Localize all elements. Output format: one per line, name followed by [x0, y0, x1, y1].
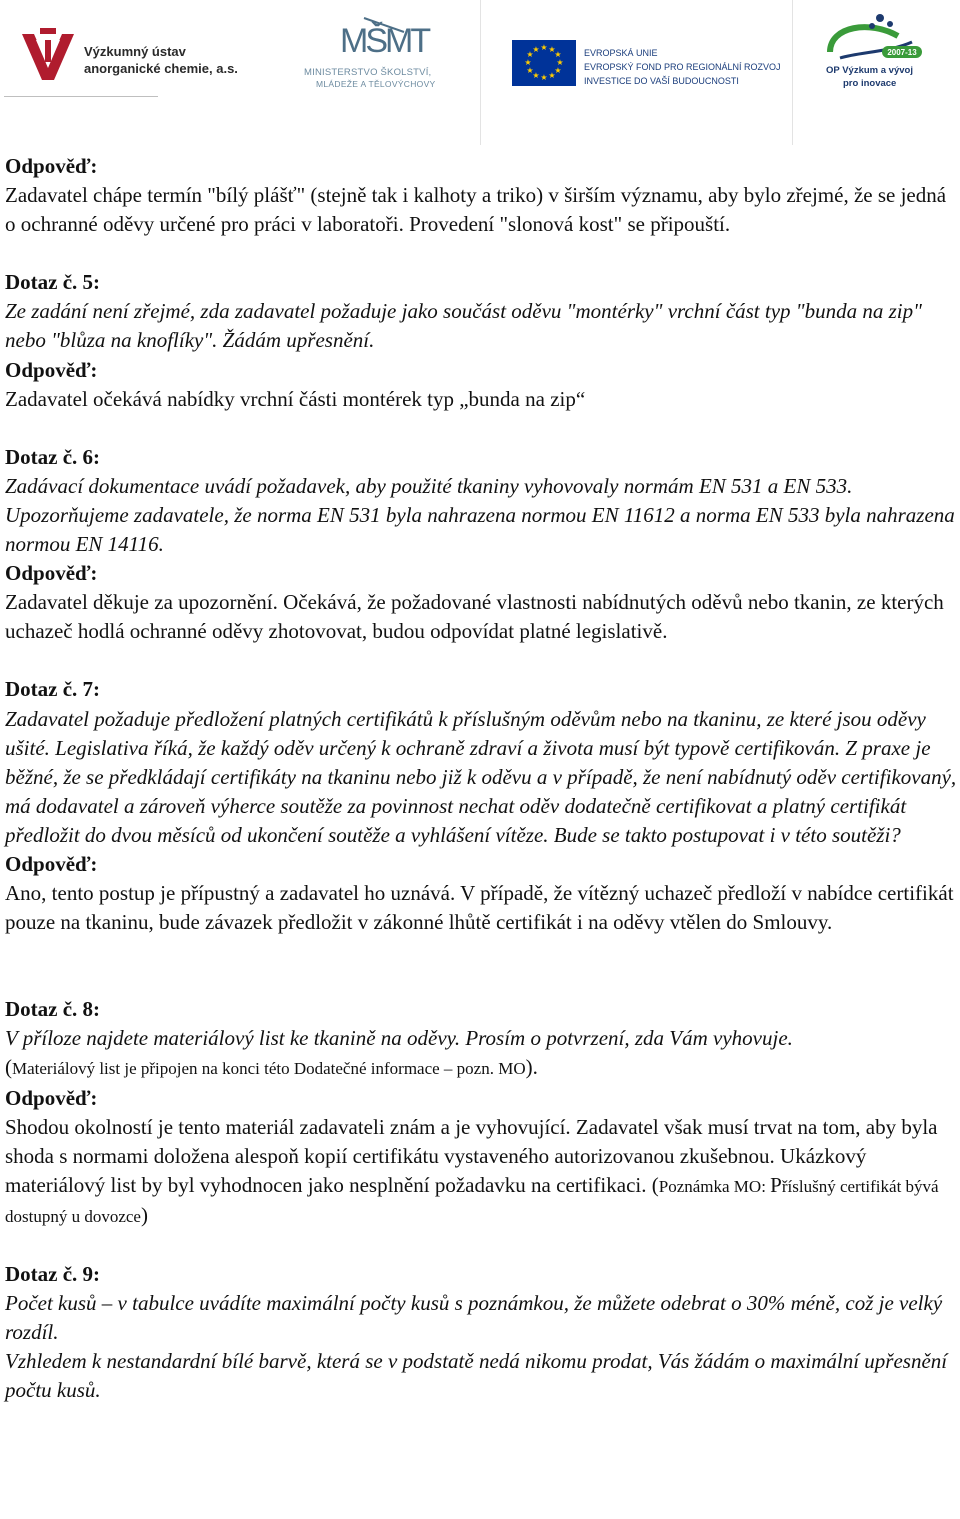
svg-text:★: ★ — [554, 50, 562, 59]
op-line1: OP Výzkum a vývoj — [826, 65, 913, 76]
svg-text:★: ★ — [526, 66, 534, 75]
question-9-text-2: Vzhledem k nestandardní bílé barvě, která se v podstatě nedá nikomu prodat, Vás žádám o maximální upřesnění počtu kusů. — [5, 1349, 948, 1403]
question-9-text-1: Počet kusů – v tabulce uvádíte maximální počty kusů s poznámkou, že můžete odebrat o 30% méně, což je velký rozdíl. — [5, 1291, 943, 1345]
svg-text:★: ★ — [548, 45, 556, 54]
answer-label: Odpověď: — [5, 1085, 98, 1110]
svg-text:★: ★ — [548, 71, 556, 80]
answer-5-text: Zadavatel očekává nabídky vrchní části montérek typ „bunda na zip“ — [5, 386, 586, 411]
org-name-line1: Výzkumný ústav — [84, 44, 186, 59]
question-6-label: Dotaz č. 6: — [5, 444, 101, 469]
answer-label: Odpověď: — [5, 561, 98, 586]
svg-text:★: ★ — [524, 58, 532, 67]
org-name-line2: anorganické chemie, a.s. — [84, 61, 238, 76]
header-separator — [792, 0, 793, 145]
eu-line1: EVROPSKÁ UNIE — [584, 48, 658, 58]
answer-8-text: Shodou okolností je tento materiál zadavateli znám a je vyhovující. Zadavatel však musí trvat na tom, aby byla shoda s normami doložena alespoň kopií certifikátu vystaveného autorizovanou zkušebnou. Ukázkový materiálový list by byl vyhodnocen jako nesplnění požadavku na certifikaci. (Poznámka MO: Příslušný certifikát bývá dostupný u dovozce) — [5, 1114, 939, 1227]
question-7-label: Dotaz č. 7: — [5, 677, 101, 702]
msmt-mark-text: MŠMT — [340, 22, 429, 60]
question-5-label: Dotaz č. 5: — [5, 270, 101, 295]
op-swoosh-icon — [820, 12, 930, 64]
eu-line3: INVESTICE DO VAŠÍ BUDOUCNOSTI — [584, 76, 739, 86]
eu-line2: EVROPSKÝ FOND PRO REGIONÁLNÍ ROZVOJ — [584, 62, 781, 72]
question-8-note: (Materiálový list je připojen na konci této Dodatečné informace – pozn. MO). — [5, 1055, 538, 1080]
svg-text:★: ★ — [554, 66, 562, 75]
svg-text:★: ★ — [556, 58, 564, 67]
page-header — [0, 0, 960, 150]
answer-4-text: Zadavatel chápe termín "bílý plášť" (stejně tak i kalhoty a triko) v širším významu, aby bylo zřejmé, že se jedná o ochranné oděvy určené pro práci v laboratoři. Provedení "slonová kost" se připouští. — [5, 183, 947, 237]
answer-label: Odpověď: — [5, 851, 98, 876]
vuanch-logo — [18, 26, 278, 96]
eu-logo — [512, 40, 781, 92]
svg-text:★: ★ — [532, 45, 540, 54]
logo-divider — [4, 96, 158, 97]
question-9-label: Dotaz č. 9: — [5, 1262, 101, 1286]
question-8-label: Dotaz č. 8: — [5, 997, 101, 1022]
question-6-text: Zadávací dokumentace uvádí požadavek, aby použité tkaniny vyhovovaly normám EN 531 a EN 533. Upozorňujeme zadavatele, že norma EN 531 byla nahrazena normou EN 11612 a norma EN 533 byla nahrazena normou EN 14116. — [5, 473, 955, 557]
header-separator — [480, 0, 481, 145]
svg-text:★: ★ — [540, 73, 548, 82]
msmt-mark-icon — [338, 12, 429, 64]
msmt-line1: MINISTERSTVO ŠKOLSTVÍ, — [304, 67, 432, 78]
mo-note-label: Poznámka MO: — [658, 1176, 771, 1196]
msmt-logo — [300, 12, 460, 92]
msmt-line2: MLÁDEŽE A TĚLOVÝCHOVY — [316, 79, 436, 89]
question-8-text: V příloze najdete materiálový list ke tkanině na oděvy. Prosím o potvrzení, zda Vám vyhovuje. — [5, 1026, 793, 1051]
question-7-text: Zadavatel požaduje předložení platných certifikátů k příslušným oděvům nebo na tkaninu, ze které jsou oděvy ušité. Legislativa říká, že každý oděv určený k ochraně zdraví a života musí být typově certifikován. Z praxe je běžné, že se předkládají certifikáty na tkaninu nebo již k oděvu a v případě, že není nabídnutý oděv certifikovaný, má dodavatel a zároveň výherce soutěže za povinnost nechat oděv dodatečně certifikovat a platný certifikát předložit do dvou měsíců od ukončení soutěže a vyhlášení vítěze. Bude se takto postupovat i v této soutěži? — [5, 706, 957, 847]
answer-6-text: Zadavatel děkuje za upozornění. Očekává, že požadované vlastnosti nabídnutých oděvů nebo tkanin, ze kterých uchazeč hodlá ochranné oděvy zhotovovat, budou odpovídat platné legislativě. — [5, 590, 944, 644]
answer-7-text: Ano, tento postup je přípustný a zadavatel ho uznává. V případě, že vítězný uchazeč předloží v nabídce certifikát pouze na tkaninu, bude závazek předložit v zákonné lhůtě certifikát i na oděvy vtělen do Smlouvy. — [5, 881, 954, 935]
op-vavpi-logo — [820, 12, 940, 92]
svg-text:★: ★ — [532, 71, 540, 80]
document-body — [5, 152, 958, 1405]
material-list-note: Materiálový list je připojen na konci této Dodatečné informace – pozn. MO — [12, 1059, 526, 1079]
vuanch-emblem-icon — [18, 26, 78, 86]
mo-note-text: říslušný certifikát bývá dostupný u dovozce — [5, 1176, 939, 1226]
eu-flag-icon — [512, 40, 576, 86]
question-5-text: Ze zadání není zřejmé, zda zadavatel požaduje jako součást oděvu "montérky" vrchní část typ "bunda na zip" nebo "blůza na knoflíky". Žádám upřesnění. — [5, 299, 922, 353]
svg-text:★: ★ — [540, 43, 548, 52]
answer-label: Odpověď: — [5, 357, 98, 382]
op-years: 2007-13 — [887, 48, 917, 57]
op-line2: pro inovace — [843, 78, 897, 89]
answer-label: Odpověď: — [5, 154, 98, 178]
svg-text:★: ★ — [526, 50, 534, 59]
